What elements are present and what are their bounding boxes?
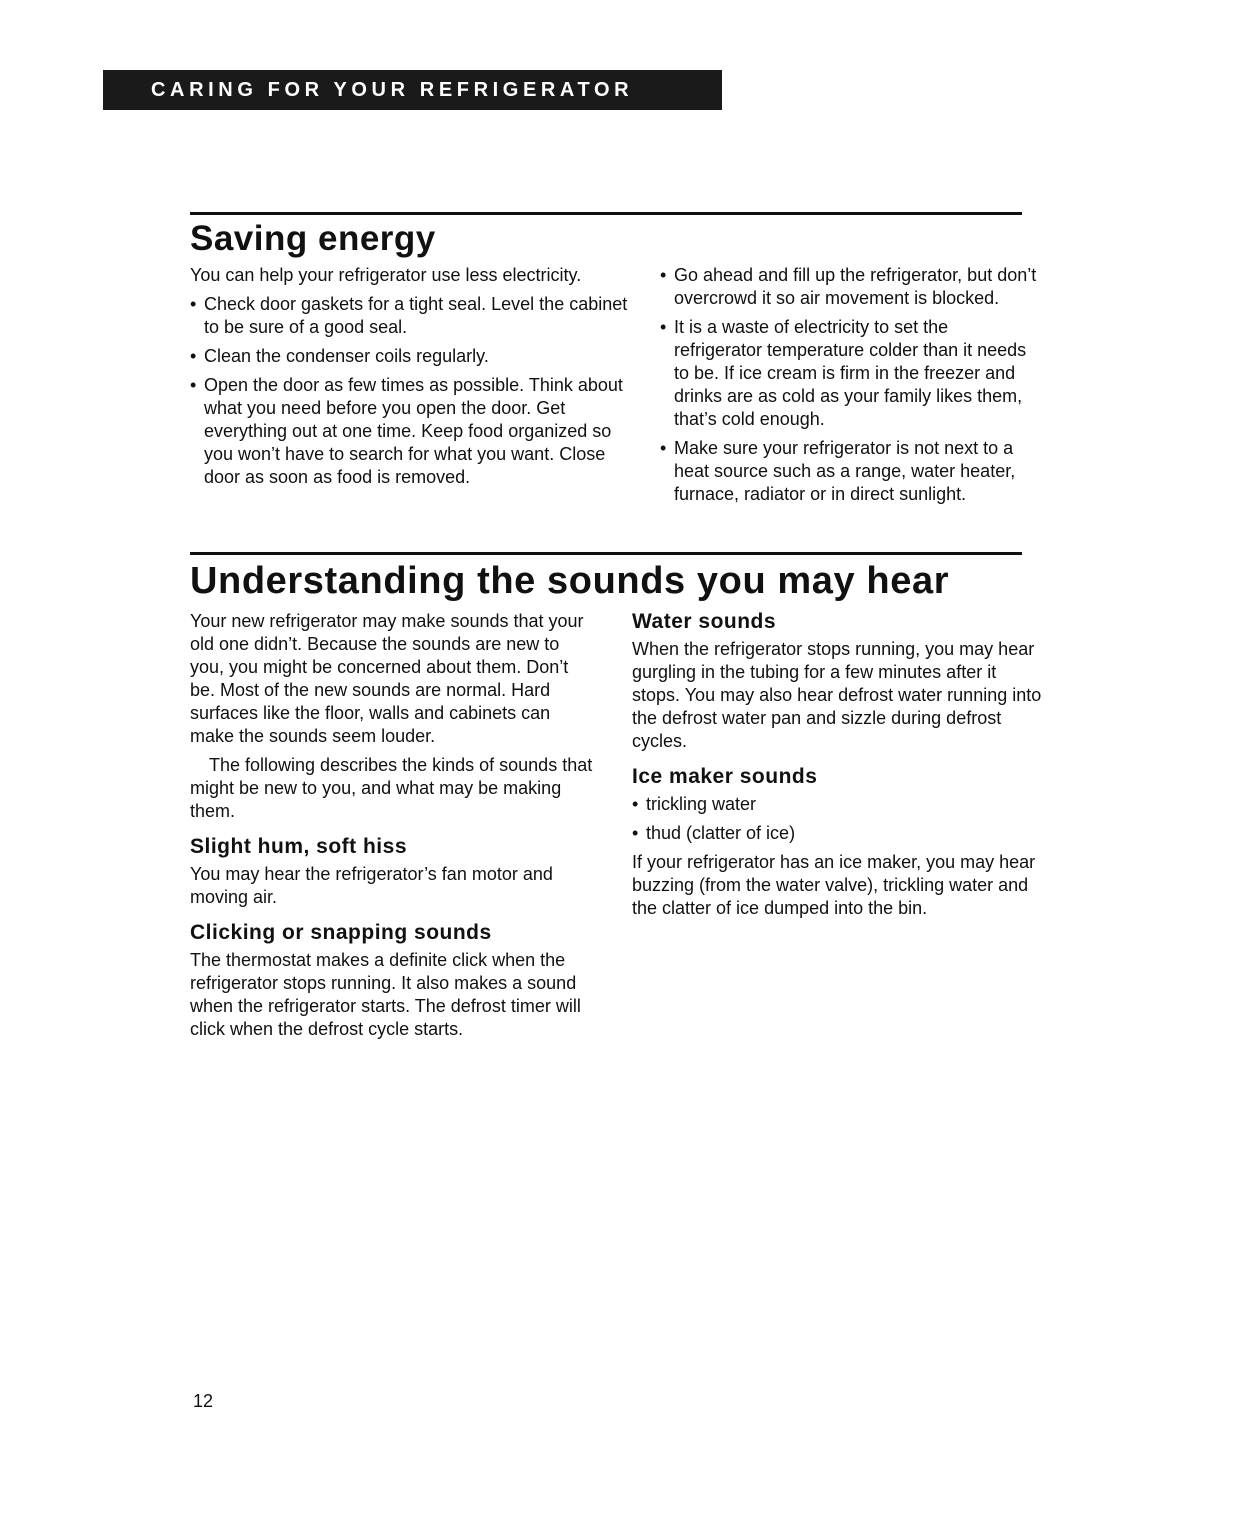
list-item xyxy=(190,374,635,489)
saving-energy-right-column xyxy=(660,264,1040,512)
sounds-rule xyxy=(190,552,1022,555)
list-item xyxy=(632,822,1042,845)
bullet: • xyxy=(190,346,197,366)
saving-energy-right-list xyxy=(660,264,1040,506)
saving-energy-left-list xyxy=(190,293,635,489)
list-item-text: Go ahead and fill up the refrigerator, but don’t overcrowd it so air movement is blocked. xyxy=(674,265,1037,308)
water-sounds-heading: Water sounds xyxy=(632,610,777,633)
sounds-left-column xyxy=(190,610,595,1047)
list-item-text: trickling water xyxy=(646,794,757,814)
sounds-title: Understanding the sounds you may hear xyxy=(190,560,950,602)
list-item xyxy=(660,264,1040,310)
list-item-text: Check door gaskets for a tight seal. Level the cabinet to be sure of a good seal. xyxy=(204,294,628,337)
water-sounds-text: When the refrigerator stops running, you may hear gurgling in the tubing for a few minutes after it stops. You may also hear defrost water running into the defrost water pan and sizzle during defrost cycles. xyxy=(632,639,1042,751)
list-item xyxy=(190,345,635,368)
list-item xyxy=(660,437,1040,506)
saving-energy-rule xyxy=(190,212,1022,215)
sounds-intro-2: The following describes the kinds of sounds that might be new to you, and what may be making them. xyxy=(190,755,593,821)
list-item-text: Make sure your refrigerator is not next to a heat source such as a range, water heater, furnace, radiator or in direct sunlight. xyxy=(674,438,1016,504)
sounds-intro-1: Your new refrigerator may make sounds that your old one didn’t. Because the sounds are new to you, you might be concerned about them. Don’t be. Most of the new sounds are normal. Hard surfaces like the floor, walls and cabinets can make the sounds seem louder. xyxy=(190,611,584,746)
clicking-text: The thermostat makes a definite click when the refrigerator stops running. It also makes a sound when the refrigerator starts. The defrost timer will click when the defrost cycle starts. xyxy=(190,950,581,1039)
saving-energy-left-column xyxy=(190,264,635,495)
bullet: • xyxy=(660,317,667,337)
list-item-text: thud (clatter of ice) xyxy=(646,823,796,843)
clicking-heading: Clicking or snapping sounds xyxy=(190,921,492,944)
list-item xyxy=(190,293,635,339)
bullet: • xyxy=(632,823,639,843)
bullet: • xyxy=(190,294,197,314)
bullet: • xyxy=(190,375,197,395)
list-item-text: Open the door as few times as possible. Think about what you need before you open the door. Get everything out at one time. Keep food organized so you won’t have to search for what you want. Close door as soon as food is removed. xyxy=(204,375,623,487)
list-item xyxy=(632,793,1042,816)
slight-hum-text: You may hear the refrigerator’s fan motor and moving air. xyxy=(190,864,553,907)
list-item-text: Clean the condenser coils regularly. xyxy=(204,346,489,366)
page-number: 12 xyxy=(193,1391,214,1411)
bullet: • xyxy=(632,794,639,814)
sounds-right-column xyxy=(632,608,1042,926)
section-banner: CARING FOR YOUR REFRIGERATOR xyxy=(103,70,722,110)
saving-energy-title: Saving energy xyxy=(190,219,436,258)
bullet: • xyxy=(660,438,667,458)
ice-maker-text: If your refrigerator has an ice maker, you may hear buzzing (from the water valve), trickling water and the clatter of ice dumped into the bin. xyxy=(632,852,1036,918)
ice-maker-heading: Ice maker sounds xyxy=(632,765,818,788)
list-item-text: It is a waste of electricity to set the refrigerator temperature colder than it needs to be. If ice cream is firm in the freezer and drinks are as cold as your family likes them, that’s cold enough. xyxy=(674,317,1027,429)
bullet: • xyxy=(660,265,667,285)
list-item xyxy=(660,316,1040,431)
ice-maker-list xyxy=(632,793,1042,845)
slight-hum-heading: Slight hum, soft hiss xyxy=(190,835,408,858)
saving-energy-intro: You can help your refrigerator use less electricity. xyxy=(190,265,582,285)
